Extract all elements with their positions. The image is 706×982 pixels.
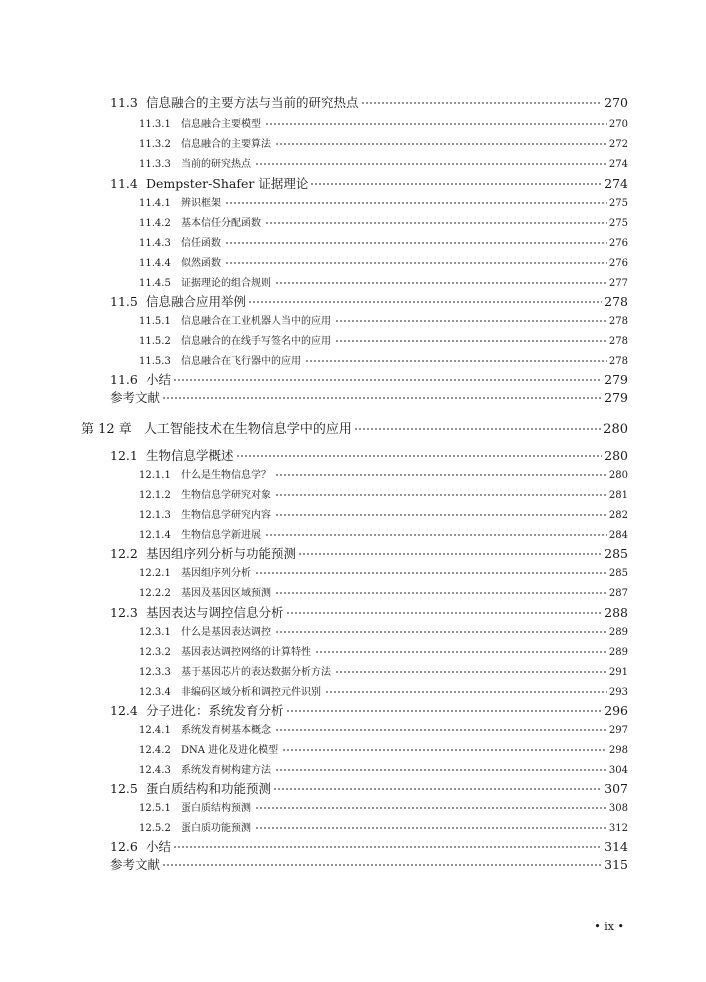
dot-leader: [255, 566, 607, 576]
entry-title: Dempster-Shafer 证据理论: [146, 176, 309, 191]
dot-leader: [255, 801, 607, 811]
entry-number: 12.6: [110, 839, 138, 854]
entry-title: 什么是生物信息学？: [181, 470, 271, 481]
dot-leader: [325, 685, 607, 695]
dot-leader: [173, 839, 602, 852]
entry-page: 285: [604, 546, 628, 561]
entry-title: 非编码区域分析和调控元件识别: [181, 687, 321, 698]
entry-page: 280: [608, 470, 628, 481]
entry-title: 证据理论的组合规则: [181, 278, 271, 289]
entry-title: 蛋白质结构预测: [181, 803, 251, 814]
entry-number: 12.3: [110, 605, 138, 620]
entry-page: 288: [604, 605, 628, 620]
entry-page: 308: [608, 803, 628, 814]
entry-number: 11.4.5: [139, 278, 171, 289]
dot-leader: [265, 216, 607, 226]
toc-entry: [110, 837, 628, 855]
entry-number: 11.4.3: [139, 238, 171, 249]
entry-title: 参考文献: [110, 390, 161, 405]
toc-entry: [110, 446, 628, 464]
entry-page: 297: [608, 725, 628, 736]
toc-entry: [139, 352, 628, 367]
entry-title: 当前的研究热点: [181, 159, 251, 170]
toc-entry: [139, 741, 628, 756]
entry-page: 278: [604, 294, 628, 309]
dot-leader: [273, 781, 602, 794]
entry-page: 277: [608, 278, 628, 289]
entry-page: 291: [608, 667, 628, 678]
dot-leader: [286, 605, 603, 618]
entry-title: 小结: [146, 839, 172, 854]
entry-title: 似然函数: [181, 258, 221, 269]
dot-leader: [354, 420, 601, 433]
dot-leader: [225, 196, 607, 206]
entry-number: 11.4.2: [139, 218, 171, 229]
entry-title: 什么是基因表达调控: [181, 627, 271, 638]
dot-leader: [275, 468, 607, 478]
entry-title: 基因组序列分析与功能预测: [146, 546, 297, 561]
entry-number: 12.5.2: [139, 823, 171, 834]
entry-title: 小结: [146, 372, 172, 387]
dot-leader: [225, 256, 607, 266]
entry-title: 基于基因芯片的表达数据分析方法: [181, 667, 331, 678]
entry-number: 12.5.1: [139, 803, 171, 814]
page-number: • ix •: [594, 920, 624, 933]
entry-number: 11.3.1: [139, 119, 171, 130]
dot-leader: [282, 743, 607, 753]
entry-number: 12.2.1: [139, 568, 171, 579]
dot-leader: [162, 390, 602, 403]
toc-entry: [139, 194, 628, 209]
entry-number: 12.1.1: [139, 470, 171, 481]
entry-title: 分子进化：系统发育分析: [146, 703, 284, 718]
dot-leader: [265, 117, 607, 127]
dot-leader: [275, 723, 607, 733]
toc-entry: [139, 819, 628, 834]
dot-leader: [298, 546, 602, 559]
entry-title: 生物信息学研究对象: [181, 490, 271, 501]
entry-title: 信息融合的主要方法与当前的研究热点: [146, 95, 359, 110]
toc-entry: [139, 155, 628, 170]
dot-leader: [236, 448, 603, 461]
entry-page: 284: [608, 530, 628, 541]
toc-entry: [110, 388, 628, 406]
dot-leader: [315, 645, 607, 655]
entry-number: 12.5: [110, 781, 138, 796]
toc-entry: [110, 93, 628, 111]
entry-number: 12.2.2: [139, 588, 171, 599]
entry-page: 296: [604, 703, 628, 718]
entry-title: 生物信息学新进展: [181, 530, 261, 541]
toc-entry: [139, 643, 628, 658]
toc-entry: [139, 312, 628, 327]
entry-page: 293: [608, 687, 628, 698]
toc-entry: [110, 779, 628, 797]
entry-page: 270: [608, 119, 628, 130]
entry-page: 275: [608, 218, 628, 229]
entry-title: 生物信息学研究内容: [181, 510, 271, 521]
entry-title: 系统发育树基本概念: [181, 725, 271, 736]
entry-title: 辨识框架: [181, 198, 221, 209]
entry-page: 270: [604, 95, 628, 110]
entry-number: 11.3.3: [139, 159, 171, 170]
entry-page: 281: [608, 490, 628, 501]
entry-title: 信息融合主要模型: [181, 119, 261, 130]
entry-page: 274: [604, 176, 628, 191]
toc-entry: [139, 332, 628, 347]
dot-leader: [255, 821, 607, 831]
entry-number: 12.1.3: [139, 510, 171, 521]
entry-number: 11.4.1: [139, 198, 171, 209]
entry-title: 基因表达调控网络的计算特性: [181, 647, 311, 658]
toc-entry: [139, 274, 628, 289]
entry-page: 278: [608, 356, 628, 367]
dot-leader: [255, 157, 607, 167]
dot-leader: [275, 508, 607, 518]
entry-number: 11.4: [110, 176, 138, 191]
dot-leader: [248, 294, 602, 307]
toc-entry: [139, 623, 628, 638]
entry-title: 蛋白质结构和功能预测: [146, 781, 272, 796]
toc-entry: [110, 174, 628, 192]
entry-number: 12.3.2: [139, 647, 171, 658]
dot-leader: [162, 857, 602, 870]
entry-title: 信息融合的在线手写签名中的应用: [181, 336, 331, 347]
entry-title: 信息融合在工业机器人当中的应用: [181, 316, 331, 327]
entry-title: 参考文献: [110, 857, 161, 872]
entry-page: 289: [608, 647, 628, 658]
dot-leader: [335, 334, 607, 344]
dot-leader: [335, 665, 607, 675]
toc-entry: [139, 486, 628, 501]
toc-entry: [110, 701, 628, 719]
dot-leader: [275, 586, 607, 596]
entry-number: 11.5: [110, 294, 138, 309]
entry-page: 278: [608, 336, 628, 347]
entry-page: 276: [608, 258, 628, 269]
toc-entry: [139, 234, 628, 249]
toc-entry: [139, 254, 628, 269]
toc-entry: [139, 683, 628, 698]
toc-entry: [139, 584, 628, 599]
entry-number: 11.3: [110, 95, 138, 110]
dot-leader: [335, 314, 607, 324]
entry-number: 12.1.4: [139, 530, 171, 541]
entry-page: 275: [608, 198, 628, 209]
toc-entry: [139, 721, 628, 736]
entry-number: 11.5.1: [139, 316, 171, 327]
entry-page: 278: [608, 316, 628, 327]
entry-page: 315: [604, 857, 628, 872]
entry-number: 第 12 章: [81, 422, 132, 437]
toc-entry: [139, 115, 628, 130]
entry-number: 11.5.3: [139, 356, 171, 367]
toc-entry: [139, 761, 628, 776]
entry-title: 基本信任分配函数: [181, 218, 261, 229]
dot-leader: [265, 528, 607, 538]
dot-leader: [275, 625, 607, 635]
entry-page: 280: [603, 422, 628, 437]
entry-title: 信息融合在飞行器中的应用: [181, 356, 301, 367]
chapter-entry: [81, 418, 628, 437]
entry-title: 基因表达与调控信息分析: [146, 605, 284, 620]
toc-entry: [110, 370, 628, 388]
entry-title: 信息融合的主要算法: [181, 139, 271, 150]
entry-title: 信息融合应用举例: [146, 294, 247, 309]
toc-entry: [139, 663, 628, 678]
entry-page: 279: [604, 372, 628, 387]
entry-number: 12.4.1: [139, 725, 171, 736]
toc-entry: [110, 544, 628, 562]
entry-page: 307: [604, 781, 628, 796]
entry-number: 11.6: [110, 372, 138, 387]
toc-entry: [139, 135, 628, 150]
entry-title: 系统发育树构建方法: [181, 765, 271, 776]
entry-title: 生物信息学概述: [146, 448, 234, 463]
entry-title: 人工智能技术在生物信息学中的应用: [143, 422, 352, 437]
toc-entry: [110, 292, 628, 310]
entry-page: 304: [608, 765, 628, 776]
entry-title: 信任函数: [181, 238, 221, 249]
dot-leader: [275, 763, 607, 773]
entry-page: 279: [604, 390, 628, 405]
entry-title: 蛋白质功能预测: [181, 823, 251, 834]
entry-title: 基因组序列分析: [181, 568, 251, 579]
entry-number: 11.5.2: [139, 336, 171, 347]
dot-leader: [275, 276, 607, 286]
entry-page: 272: [608, 139, 628, 150]
entry-number: 12.1: [110, 448, 138, 463]
entry-page: 312: [608, 823, 628, 834]
dot-leader: [361, 95, 603, 108]
toc-entry: [139, 466, 628, 481]
entry-number: 11.4.4: [139, 258, 171, 269]
entry-number: 12.3.4: [139, 687, 171, 698]
toc-entry: [139, 564, 628, 579]
entry-number: 12.4.2: [139, 745, 171, 756]
entry-page: 276: [608, 238, 628, 249]
entry-number: 12.4: [110, 703, 138, 718]
entry-title: 基因及基因区域预测: [181, 588, 271, 599]
toc-entry: [139, 506, 628, 521]
entry-page: 287: [608, 588, 628, 599]
entry-page: 280: [604, 448, 628, 463]
entry-page: 274: [608, 159, 628, 170]
toc-entry: [110, 603, 628, 621]
dot-leader: [286, 703, 603, 716]
dot-leader: [305, 354, 607, 364]
toc-entry: [110, 855, 628, 873]
toc-entry: [139, 799, 628, 814]
entry-title: DNA 进化及进化模型: [181, 745, 279, 756]
toc-entry: [139, 526, 628, 541]
entry-number: 12.2: [110, 546, 138, 561]
entry-page: 289: [608, 627, 628, 638]
entry-number: 12.4.3: [139, 765, 171, 776]
toc-entry: [139, 214, 628, 229]
dot-leader: [275, 137, 607, 147]
entry-page: 298: [608, 745, 628, 756]
entry-number: 12.1.2: [139, 490, 171, 501]
dot-leader: [310, 176, 602, 189]
entry-page: 314: [604, 839, 628, 854]
entry-number: 11.3.2: [139, 139, 171, 150]
entry-page: 285: [608, 568, 628, 579]
entry-number: 12.3.1: [139, 627, 171, 638]
dot-leader: [173, 372, 602, 385]
entry-page: 282: [608, 510, 628, 521]
entry-number: 12.3.3: [139, 667, 171, 678]
dot-leader: [275, 488, 607, 498]
dot-leader: [225, 236, 607, 246]
